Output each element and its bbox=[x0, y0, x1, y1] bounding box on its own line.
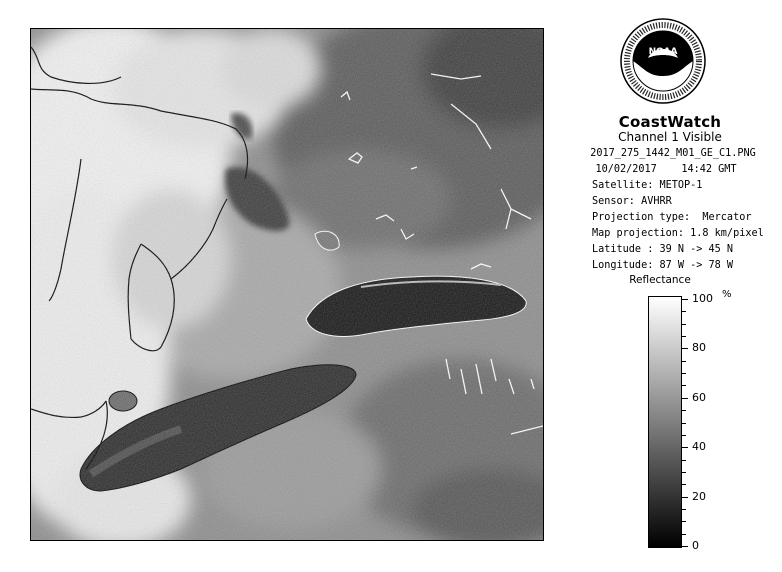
colorbar-minor-tick bbox=[682, 336, 686, 337]
reflectance-colorbar bbox=[648, 296, 682, 548]
colorbar-minor-tick bbox=[682, 311, 686, 312]
colorbar-minor-tick bbox=[682, 521, 686, 522]
colorbar-tick-label: 100 bbox=[692, 292, 713, 305]
image-grain bbox=[31, 29, 544, 541]
colorbar-major-tick bbox=[682, 497, 688, 498]
colorbar-minor-tick bbox=[682, 423, 686, 424]
noaa-logo bbox=[620, 18, 706, 104]
colorbar-tick-label: 40 bbox=[692, 440, 706, 454]
colorbar-tick-label: 60 bbox=[692, 390, 706, 404]
legend-title: Reflectance bbox=[629, 274, 691, 286]
app-title: CoastWatch bbox=[618, 113, 722, 131]
colorbar-tick-label: 20 bbox=[692, 489, 706, 503]
logo-text: NOAA bbox=[648, 47, 678, 57]
colorbar-tick-label: 80 bbox=[692, 341, 706, 355]
colorbar-minor-tick bbox=[682, 385, 686, 386]
colorbar-minor-tick bbox=[682, 361, 686, 362]
colorbar-minor-tick bbox=[682, 509, 686, 510]
satellite-label: Satellite: METOP-1 bbox=[592, 180, 703, 191]
longitude-label: Longitude: 87 W -> 78 W bbox=[592, 260, 734, 271]
satellite-image bbox=[30, 28, 544, 541]
colorbar-minor-tick bbox=[682, 460, 686, 461]
filename-label: 2017_275_1442_M01_GE_C1.PNG bbox=[590, 148, 756, 159]
datetime-label: 10/02/2017 14:42 GMT bbox=[595, 164, 737, 175]
colorbar-major-tick bbox=[682, 348, 688, 349]
colorbar-minor-tick bbox=[682, 484, 686, 485]
latitude-label: Latitude : 39 N -> 45 N bbox=[592, 244, 734, 255]
legend-unit: % bbox=[722, 289, 732, 300]
map-projection-label: Map projection: 1.8 km/pixel bbox=[592, 228, 764, 239]
colorbar-major-tick bbox=[682, 398, 688, 399]
sensor-label: Sensor: AVHRR bbox=[592, 196, 672, 207]
colorbar-major-tick bbox=[682, 299, 688, 300]
colorbar-minor-tick bbox=[682, 435, 686, 436]
colorbar-minor-tick bbox=[682, 324, 686, 325]
projection-type-label: Projection type: Mercator bbox=[592, 212, 752, 223]
satellite-map bbox=[31, 29, 544, 541]
colorbar-minor-tick bbox=[682, 410, 686, 411]
colorbar-major-tick bbox=[682, 546, 688, 547]
channel-subtitle: Channel 1 Visible bbox=[618, 130, 722, 144]
colorbar-major-tick bbox=[682, 447, 688, 448]
colorbar-minor-tick bbox=[682, 472, 686, 473]
colorbar-minor-tick bbox=[682, 373, 686, 374]
colorbar-minor-tick bbox=[682, 534, 686, 535]
colorbar-tick-label: 0 bbox=[692, 539, 699, 552]
